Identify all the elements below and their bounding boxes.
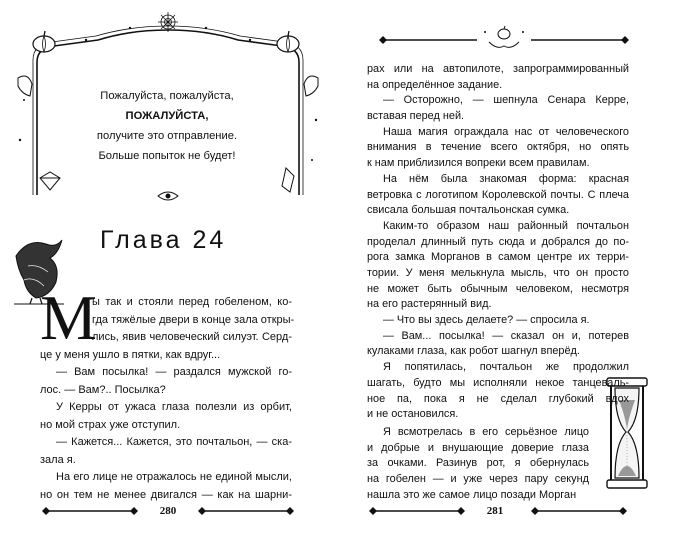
text-line: На нём была знакомая форма: красная [383, 172, 629, 185]
text-line: внимания в течение всего октября, но опять [367, 141, 629, 154]
text-line: це у меня ушло в пятки, как вдруг... [40, 348, 221, 361]
text-line: гда тяжёлые двери в конце зала откры- [92, 313, 295, 326]
pumpkin-icon [33, 31, 55, 52]
text-line: — Осторожно, — шепнула Сенара Керре, [383, 94, 629, 107]
text-line: У Керры от ужаса глаза полезли из орбит, [56, 401, 292, 413]
footer-ornament-left [367, 505, 467, 517]
body-text-narrow [367, 425, 589, 503]
spiderweb-icon [158, 12, 178, 32]
pumpkin-in-hands-icon [489, 26, 519, 47]
text-line: ветровка с логотипом Королевской почты. С плеча [367, 188, 629, 201]
page-number: 281 [486, 505, 504, 517]
footer-ornament-right [529, 505, 629, 517]
crystal-icon [40, 168, 294, 192]
text-line: и добрые и внушающие доверие глаза [367, 441, 589, 454]
note-line: Пожалуйста, пожалуйста, [100, 90, 234, 102]
text-line: но мой страх уже отступил. [40, 418, 181, 431]
text-line: кулаками глаза, как робот шагнул вперёд. [367, 345, 580, 358]
text-line: к нам приблизился вопреки всем правилам. [367, 157, 590, 170]
text-line: — Что вы здесь делаете? — спросила я. [383, 314, 590, 326]
text-line: На его лице не отражалось не единой мысли, [56, 471, 292, 483]
body-text-continued [367, 376, 629, 423]
text-line: Я всмотрелась в его серьёзное лицо [383, 426, 589, 439]
header-ornament [377, 24, 631, 54]
text-line: свисала большая почтальонская сумка. [367, 204, 570, 217]
text-line: — Кажется... Кажется, это почтальон, — ска- [56, 436, 292, 448]
text-line: Наша магия ограждала нас от человеческого [383, 125, 629, 138]
text-line: нашла это же самое лицо позади Морган [367, 488, 577, 501]
pumpkin-icon [277, 31, 299, 52]
page-number: 280 [159, 505, 177, 517]
text-line: — Вам посылка! — раздался мужской го- [56, 366, 292, 378]
text-line: зала я. [40, 453, 76, 466]
text-line: вставая перед ней. [367, 110, 465, 123]
text-line: на его растерянный вид. [367, 298, 492, 311]
drop-cap: М [40, 282, 97, 353]
text-line: но он тем не менее двигался — как на шарни- [40, 488, 292, 501]
right-page [337, 0, 674, 539]
letter-note [62, 86, 272, 166]
eye-icon [158, 192, 178, 200]
chapter-title: Глава 24 [100, 226, 227, 254]
text-line: не может быть обычным человеком, несмотря [367, 282, 629, 295]
note-line-emphasis: ПОЖАЛУЙСТА, [125, 110, 209, 122]
body-text [40, 347, 292, 505]
text-line: на определённое задание. [367, 78, 503, 91]
note-line: получите это отправление. [96, 130, 238, 142]
text-line: рога замка Морганов в самом центре их терри- [367, 251, 629, 264]
footer-ornament-left [40, 505, 140, 517]
note-line: Больше попыток не будет! [98, 150, 236, 162]
body-text [367, 62, 629, 376]
text-line: рах или на автопилоте, запрограммированный [367, 63, 629, 75]
text-line: и не остановился. [367, 408, 459, 421]
text-line: шагать, будто мы исполняли некое танцеваль- [367, 377, 629, 389]
text-line: на гобелен — и уже через пару секунд [367, 473, 589, 486]
text-line: лос. — Вам?.. Посылка? [40, 383, 166, 396]
text-line: за очками. Разинув рот, я обернулась [367, 457, 589, 470]
text-line: ы так и стояли перед гобеленом, ко- [92, 296, 292, 308]
text-line: тории. У меня мелькнула мысль, что он просто [367, 266, 629, 279]
dropcap-text [92, 294, 295, 347]
text-line: ное па, пока я не сделал глубокий вдох [367, 392, 629, 405]
footer-ornament-right [196, 505, 296, 517]
text-line: Я попятилась, почтальон же продолжил [383, 361, 629, 374]
text-line: Каким-то образом наш районный почтальон [383, 219, 629, 232]
text-line: — Вам... посылка! — сказал он и, потерев [383, 329, 629, 342]
text-line: лись, явив человеческий силуэт. Серд- [92, 331, 292, 343]
text-line: проделал длинный путь сюда и добрался до по- [367, 235, 629, 248]
